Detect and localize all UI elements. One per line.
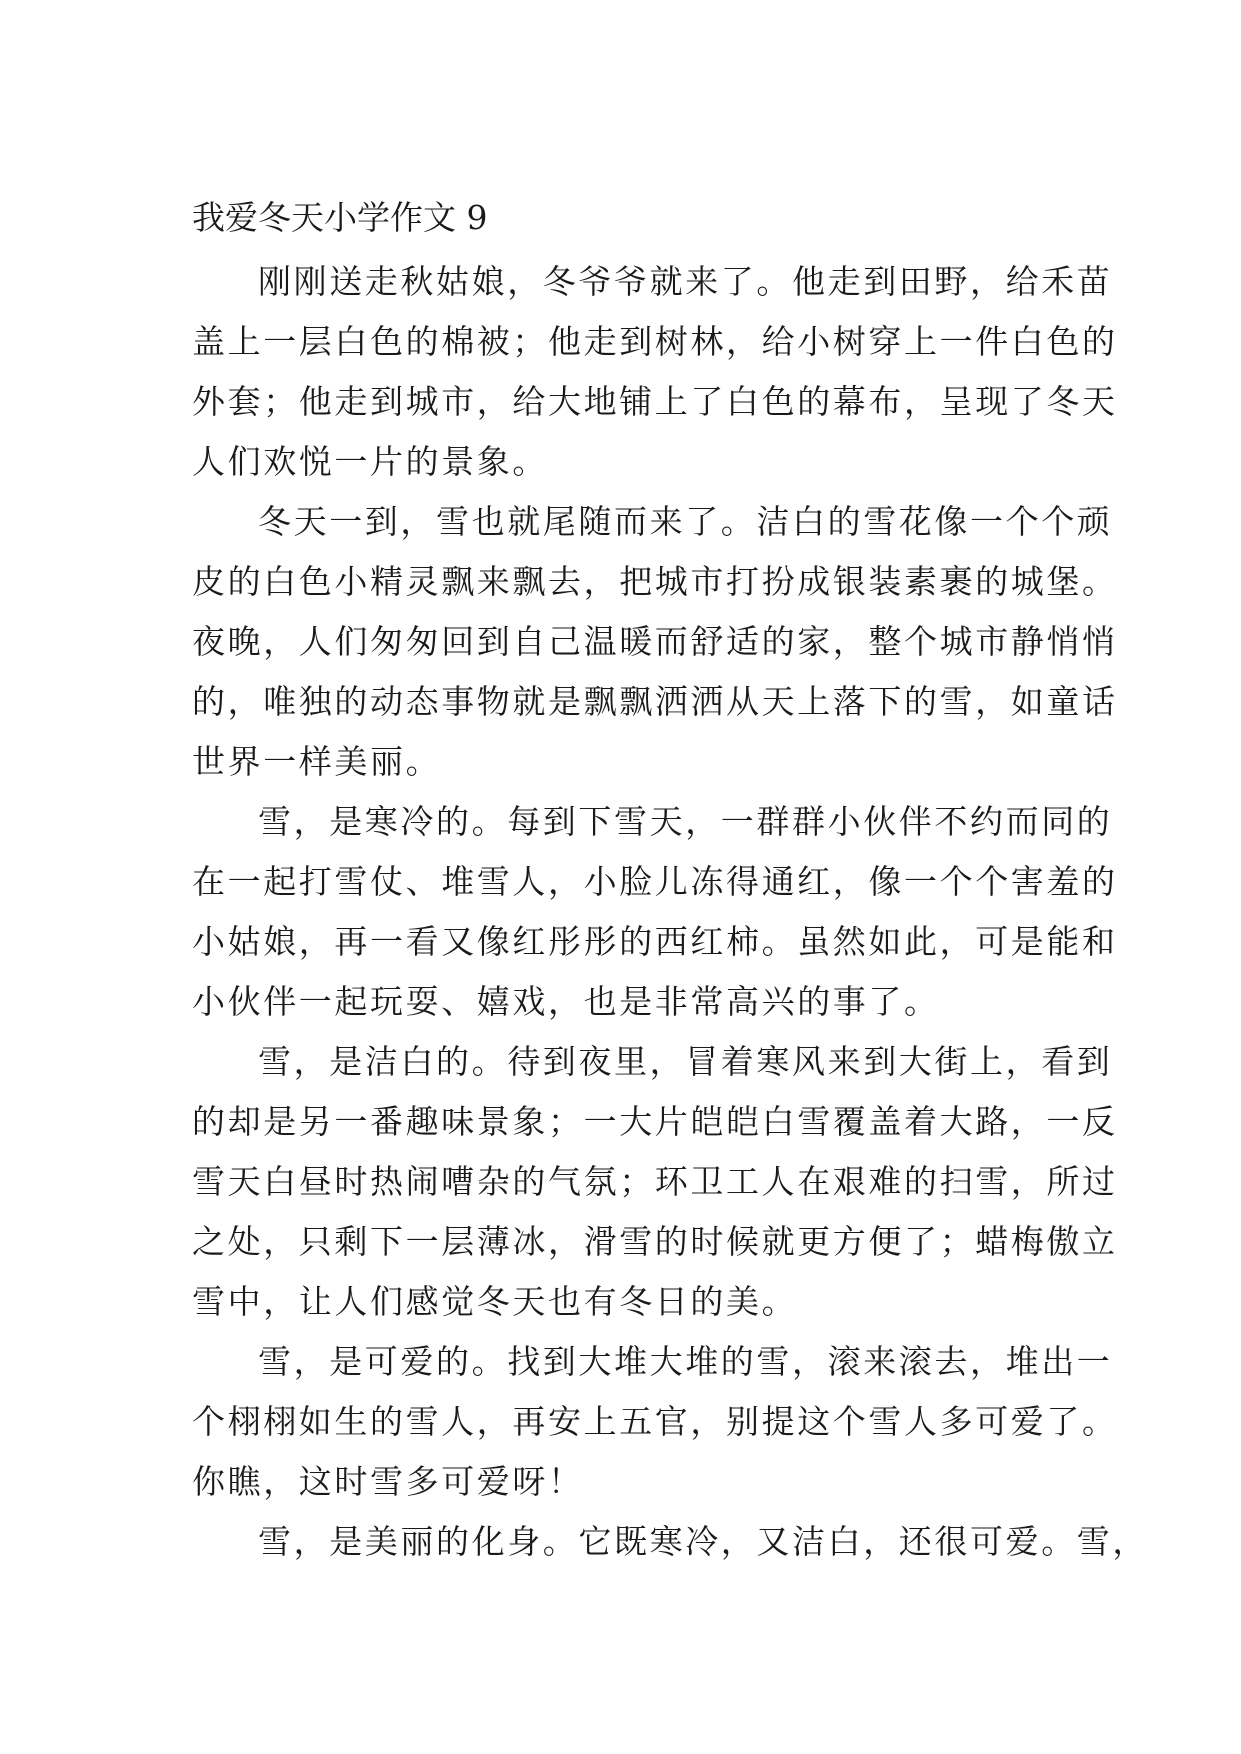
paragraph-1 [192, 252, 1118, 492]
paragraph-2 [192, 492, 1118, 792]
paragraph-6 [192, 1512, 1148, 1572]
text-line: 世界一样美丽。 [192, 742, 442, 781]
text-line: 在一起打雪仗、堆雪人，小脸儿冻得通红，像一个个害羞的 [192, 862, 1118, 901]
text-line: 雪，是美丽的化身。它既寒冷，又洁白，还很可爱。雪， [258, 1522, 1148, 1561]
paragraph-3 [192, 792, 1118, 1032]
text-line: 小伙伴一起玩耍、嬉戏，也是非常高兴的事了。 [192, 982, 940, 1021]
paragraph-5 [192, 1332, 1118, 1512]
text-line: 外套；他走到城市，给大地铺上了白色的幕布，呈现了冬天 [192, 382, 1118, 421]
text-line: 小姑娘，再一看又像红彤彤的西红柿。虽然如此，可是能和 [192, 922, 1118, 961]
text-line: 雪，是可爱的。找到大堆大堆的雪，滚来滚去，堆出一 [258, 1342, 1113, 1381]
text-line: 雪天白昼时热闹嘈杂的气氛；环卫工人在艰难的扫雪，所过 [192, 1162, 1118, 1201]
paragraph-4 [192, 1032, 1118, 1332]
document-title: 我爱冬天小学作文 9 [192, 198, 488, 237]
text-line: 人们欢悦一片的景象。 [192, 442, 548, 481]
text-line: 之处，只剩下一层薄冰，滑雪的时候就更方便了；蜡梅傲立 [192, 1222, 1118, 1261]
text-line: 夜晚，人们匆匆回到自己温暖而舒适的家，整个城市静悄悄 [192, 622, 1118, 661]
text-line: 皮的白色小精灵飘来飘去，把城市打扮成银装素裹的城堡。 [192, 562, 1118, 601]
text-line: 盖上一层白色的棉被；他走到树林，给小树穿上一件白色的 [192, 322, 1118, 361]
text-line: 冬天一到，雪也就尾随而来了。洁白的雪花像一个个顽 [258, 502, 1113, 541]
text-line: 雪，是洁白的。待到夜里，冒着寒风来到大街上，看到 [258, 1042, 1113, 1081]
text-line: 的，唯独的动态事物就是飘飘洒洒从天上落下的雪，如童话 [192, 682, 1118, 721]
text-line: 雪，是寒冷的。每到下雪天，一群群小伙伴不约而同的 [258, 802, 1113, 841]
text-line: 个栩栩如生的雪人，再安上五官，别提这个雪人多可爱了。 [192, 1402, 1118, 1441]
text-line: 的却是另一番趣味景象；一大片皑皑白雪覆盖着大路，一反 [192, 1102, 1118, 1141]
text-line: 刚刚送走秋姑娘，冬爷爷就来了。他走到田野，给禾苗 [258, 262, 1113, 301]
text-line: 雪中，让人们感觉冬天也有冬日的美。 [192, 1282, 798, 1321]
document-body [192, 192, 1148, 1572]
text-line: 你瞧，这时雪多可爱呀！ [192, 1462, 584, 1501]
